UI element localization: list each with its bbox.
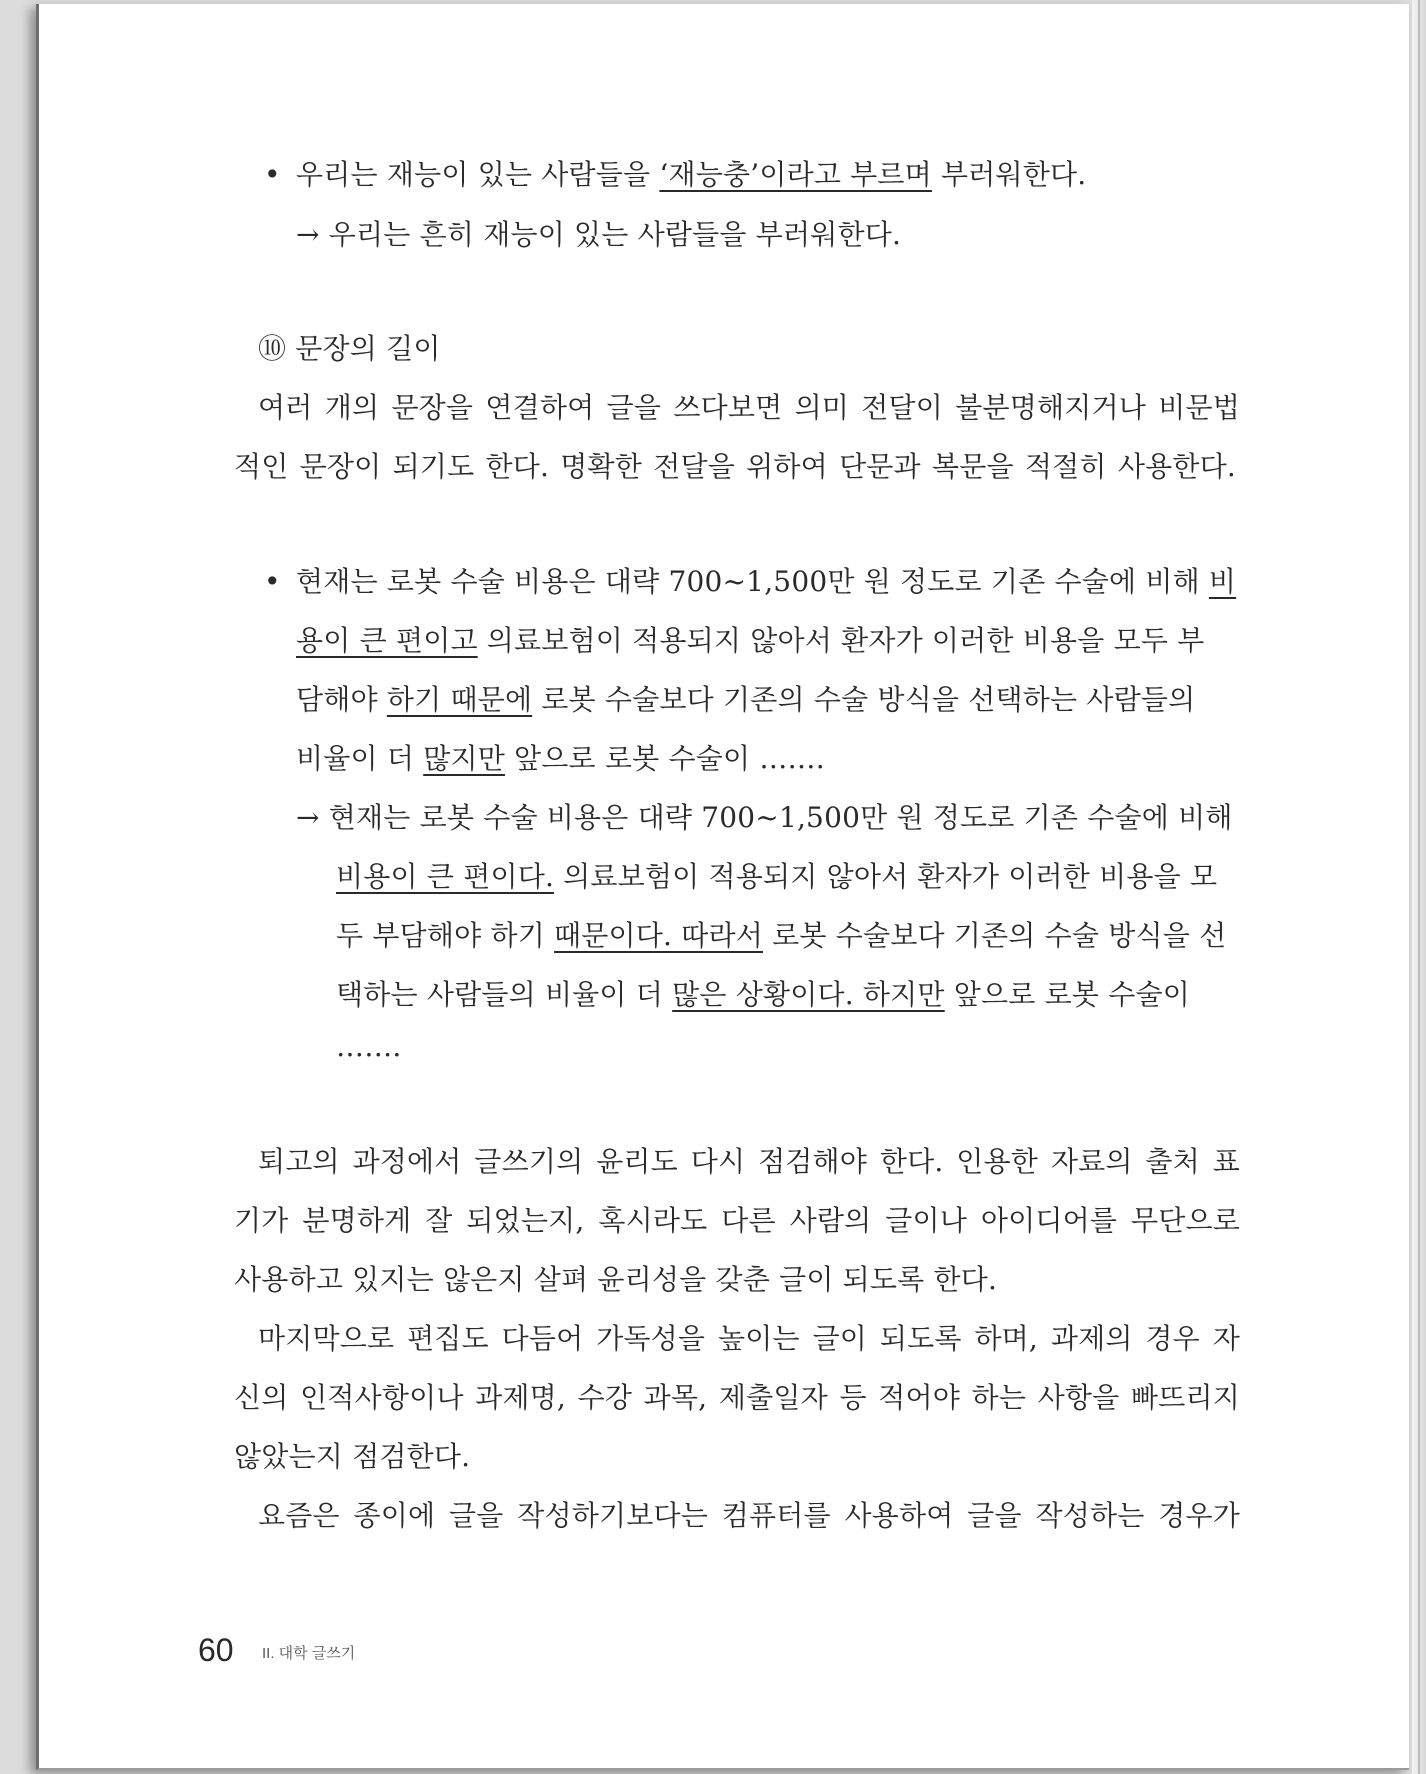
section-label: II. 대학 글쓰기: [262, 1645, 356, 1662]
revised-text: 택하는 사람들의 비율이 더: [336, 978, 673, 1011]
example-text: 현재는 로봇 수술 비용은 대략 700~1,500만 원 정도로 기존 수술에 비해: [296, 565, 1209, 598]
example-line: [296, 565, 1240, 599]
example-line: [296, 624, 1204, 658]
paragraph-line: 퇴고의 과정에서 글쓰기의 윤리도 다시 점검해야 한다. 인용한 자료의 출처 표: [258, 1145, 1240, 1178]
underlined-phrase: 많지만: [423, 742, 505, 775]
paragraph-line: 않았는지 점검한다.: [234, 1440, 471, 1473]
paragraph-line: 요즘은 종이에 글을 작성하기보다는 컴퓨터를 사용하여 글을 작성하는 경우가: [258, 1499, 1240, 1532]
paragraph-line: 신의 인적사항이나 과제명, 수강 과목, 제출일자 등 적어야 하는 사항을 빠뜨리지: [234, 1381, 1240, 1414]
bullet-marker: •: [264, 565, 281, 598]
underlined-phrase: 비: [1208, 565, 1237, 598]
revised-line: → 현재는 로봇 수술 비용은 대략 700~1,500만 원 정도로 기존 수술에 비해: [296, 801, 1233, 834]
example-line: [296, 742, 825, 776]
underlined-phrase: 용이 큰 편이고: [296, 624, 478, 657]
underlined-phrase: 하기 때문에: [386, 683, 533, 716]
paragraph-line: 기가 분명하게 잘 되었는지, 혹시라도 다른 사람의 글이나 아이디어를 무단으로: [234, 1204, 1240, 1237]
underlined-phrase: ‘재능충’이라고 부르며: [659, 158, 932, 191]
example-text: 비율이 더: [296, 742, 424, 775]
section-heading: ⑩ 문장의 길이: [258, 332, 441, 365]
underlined-phrase: 많은 상황이다. 하지만: [672, 978, 945, 1011]
underlined-phrase: 비용이 큰 편이다.: [336, 860, 555, 893]
revised-sentence: → 우리는 흔히 재능이 있는 사람들을 부러워한다.: [296, 218, 902, 251]
page-number: 60: [198, 1632, 234, 1668]
revised-text: 의료보험이 적용되지 않아서 환자가 이러한 비용을 모: [554, 860, 1218, 893]
example-text: 담해야: [296, 683, 387, 716]
example-sentence: [296, 158, 1086, 192]
example-line: [296, 683, 1195, 717]
revised-text: 앞으로 로봇 수술이: [944, 978, 1190, 1011]
revised-line: [336, 860, 1217, 894]
revised-line: …….: [336, 1030, 402, 1063]
bullet-marker: •: [264, 158, 281, 191]
paragraph-line: 여러 개의 문장을 연결하여 글을 쓰다보면 의미 전달이 불분명해지거나 비문법: [258, 391, 1240, 424]
revised-text: 두 부담해야 하기: [336, 919, 555, 952]
example-text: 우리는 재능이 있는 사람들을: [296, 158, 660, 191]
example-text: 앞으로 로봇 수술이 …….: [504, 742, 825, 775]
underlined-phrase: 때문이다. 따라서: [554, 919, 763, 952]
paragraph-line: 적인 문장이 되기도 한다. 명확한 전달을 위하여 단문과 복문을 적절히 사용한다.: [234, 450, 1236, 483]
example-text: 의료보험이 적용되지 않아서 환자가 이러한 비용을 모두 부: [477, 624, 1205, 657]
example-text: 부러워한다.: [931, 158, 1087, 191]
revised-line: [336, 978, 1190, 1012]
page-edge-line: [1418, 0, 1420, 1774]
revised-text: 로봇 수술보다 기존의 수술 방식을 선: [763, 919, 1227, 952]
revised-line: [336, 919, 1226, 953]
paragraph-line: 사용하고 있지는 않은지 살펴 윤리성을 갖춘 글이 되도록 한다.: [234, 1263, 998, 1296]
example-text: 로봇 수술보다 기존의 수술 방식을 선택하는 사람들의: [532, 683, 1196, 716]
paragraph-line: 마지막으로 편집도 다듬어 가독성을 높이는 글이 되도록 하며, 과제의 경우 자: [258, 1322, 1240, 1355]
